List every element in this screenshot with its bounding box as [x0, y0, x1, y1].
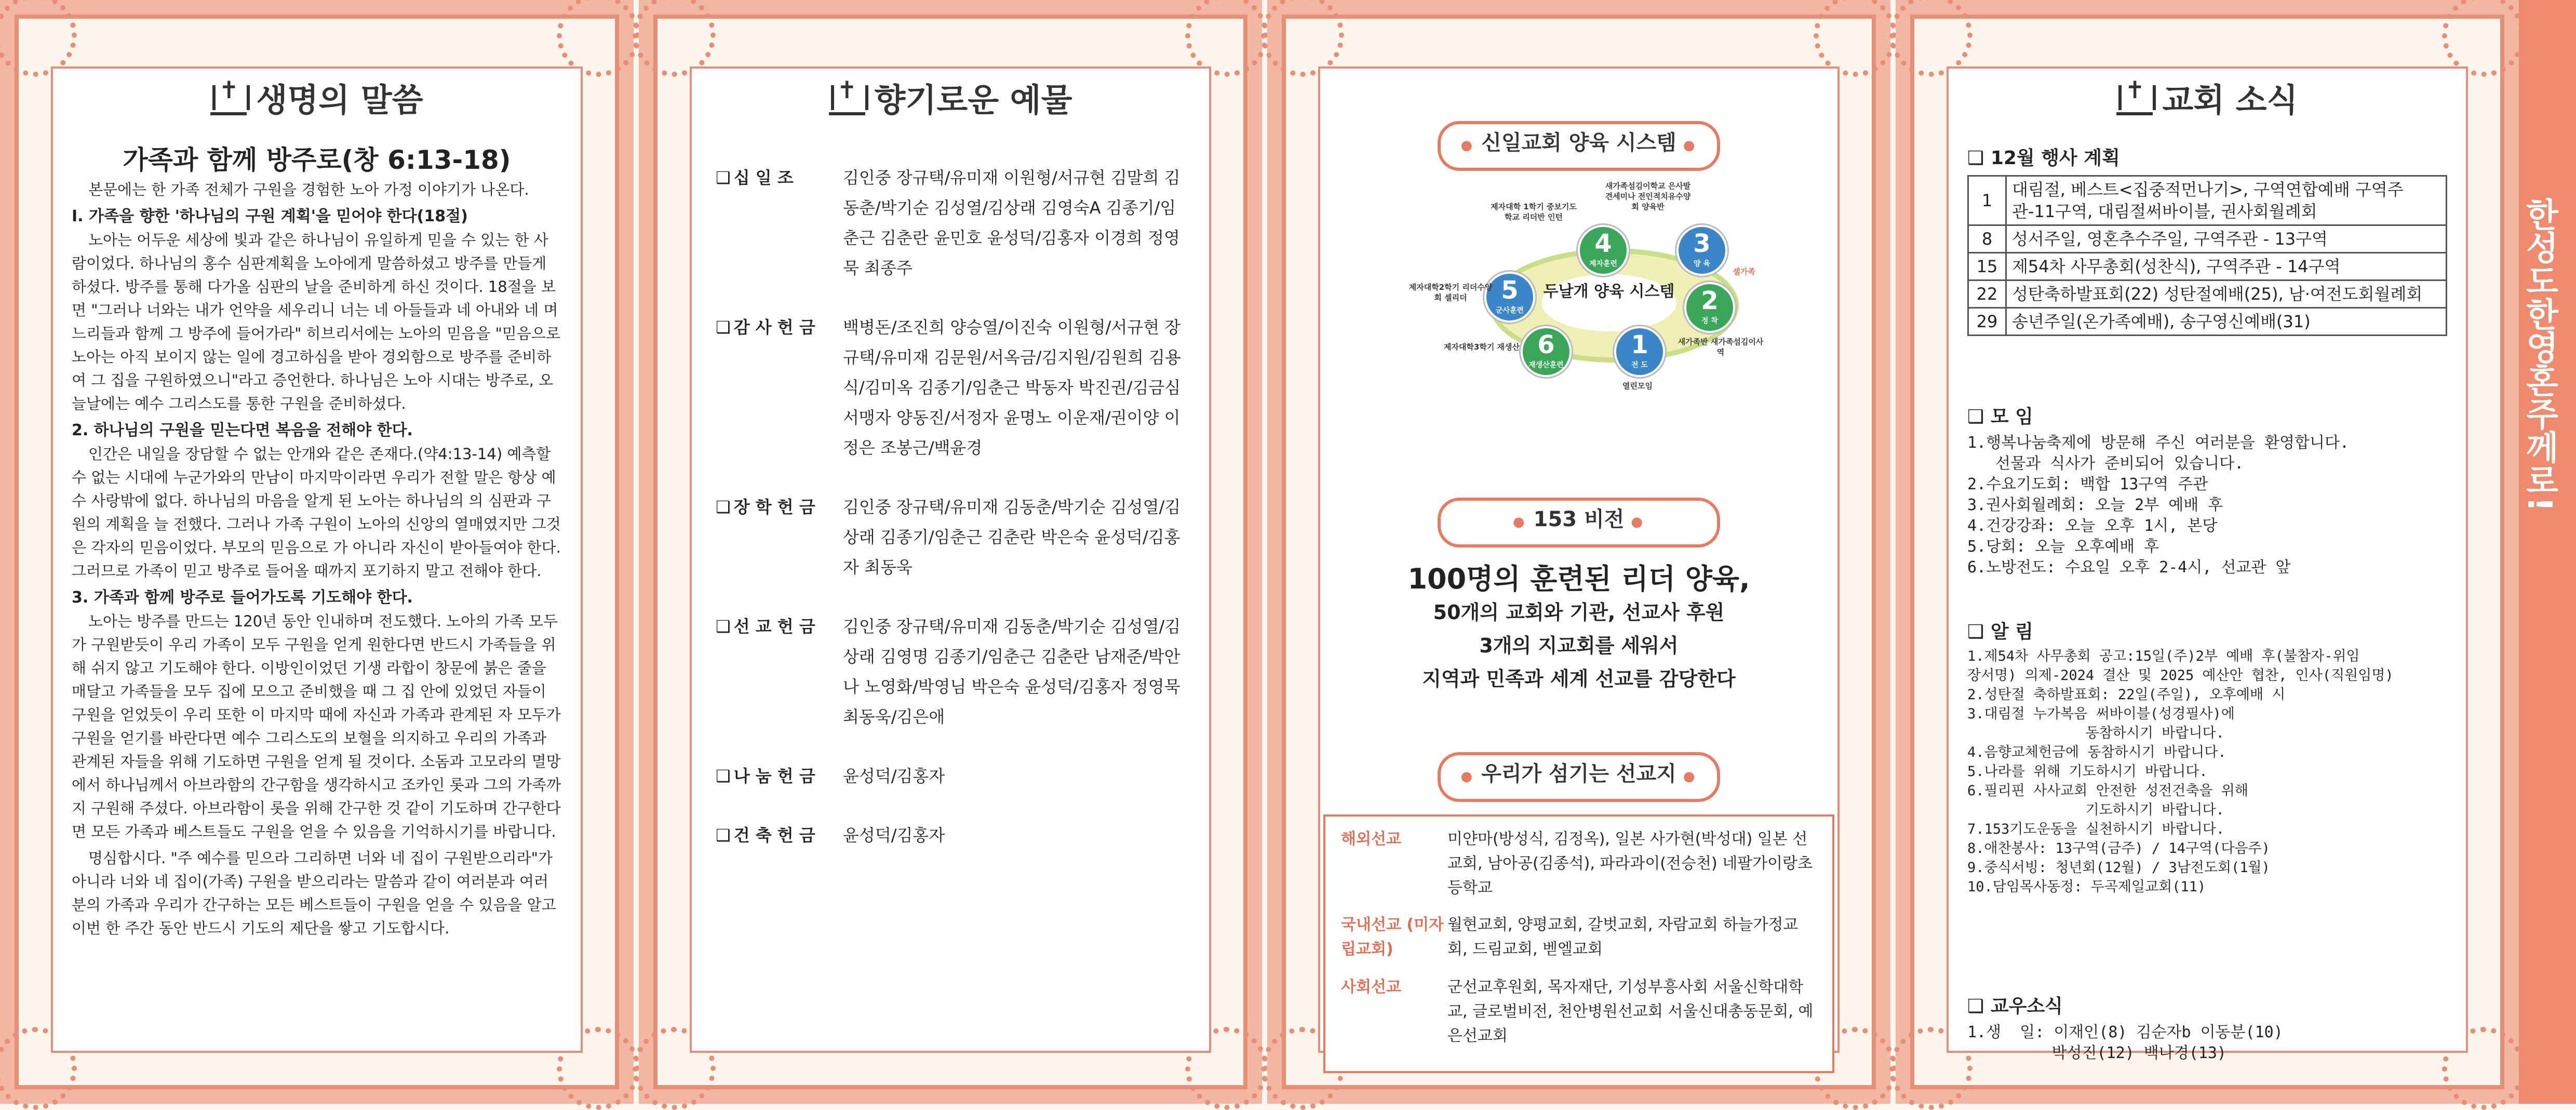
corner-ornament	[2442, 0, 2525, 77]
corner-ornament	[1814, 0, 1897, 77]
node-note: 새가족섬김이학교 은사발견세미나 전인적치유수양회 양육반	[1605, 181, 1691, 211]
notices-section	[1967, 622, 2447, 897]
notice-line: 장서명) 의제-2024 결산 및 2025 예산안 협찬, 인사(직원임명)	[1967, 667, 2394, 684]
event-day: 15	[1968, 253, 2006, 280]
side-slogan-strip	[2519, 0, 2576, 1104]
corner-ornament	[557, 0, 640, 77]
paragraph: 노아는 어두운 세상에 빛과 같은 하나님이 유일하게 믿을 수 있는 한 사람이었다. 하나님의 홍수 심판계획을 노아에게 말씀하셨고 방주를 만들게 하셨다. 방주를 통해 다가올 심판의 날을 준비하게 하신 것이다. 18절을 보면 "그러나 너와는 내가 언약을 세우리니 너는 네 아들들과 네 아내와 네 며느리들과 함께 그 방주에 들어가라" 히브리서에는 노아의 믿음을 "믿음으로 노아는 아직 보이지 않는 일에 경고하심을 받아 경외함으로 방주를 준비하여 그 집을 구원하였으니"라고 증언한다. 하나님은 노아 시대는 방주로, 오늘날에는 예수 그리스도를 통한 구원을 준비하셨다.	[72, 231, 560, 412]
event-day: 29	[1968, 308, 2006, 336]
paragraph: 노아는 방주를 만드는 120년 동안 인내하며 전도했다. 노아의 가족 모두가 구원받듯이 우리 가족이 모두 구원을 얻게 원한다면 반드시 가족들을 위해 쉬지 않고 기도해야 한다. 이방인이었던 기생 라합이 창문에 붉은 줄을 매달고 가족들을 모두 집에 모으고 준비했을 때 그 집 안에 있었던 자들이 구원을 얻었듯이 우리 또한 이 마지막 때에 자신과 가족과 관계된 자 모두가 구원을 얻기를 바란다면 예수 그리스도의 보혈을 의지하고 우리의 가족과 관계된 자들을 위해 기도하면 구원을 얻게 될 것이다. 소돔과 고모라의 멸망에서 하나님께서 아브라함의 간구함을 생각하시고 조카인 롯과 그의 가족까지 구원해 주셨다. 아브라함이 롯을 위해 간구한 것 같이 기도하며 간구한다면 모든 가족과 베스트들도 구원을 얻을 수 있음을 기억하시기를 바랍니다.	[72, 612, 561, 840]
offering-row	[716, 492, 1190, 582]
event-day: 22	[1968, 280, 2006, 308]
panel-discipleship	[1267, 0, 1890, 1104]
cycle-node: 1 전 도	[1614, 326, 1665, 377]
events-section	[1967, 147, 2447, 336]
panel-word-of-life	[0, 0, 634, 1104]
offering-label: ❑ 감 사 헌 금	[716, 312, 843, 463]
panel-church-news	[1896, 0, 2519, 1104]
side-slogan: 한성도한영혼주께로!	[2520, 197, 2558, 512]
mission-label: 사회선교	[1341, 978, 1401, 996]
member-line: 박성진(12) 백나경(13)	[1967, 1044, 2226, 1062]
mission-row	[1341, 827, 1817, 900]
notice-line: 10.담임목사동정: 두곡제일교회(11)	[1967, 879, 2206, 895]
dots-decoration: ●	[1624, 514, 1645, 530]
offering-label: ❑ 나 눔 헌 금	[716, 761, 843, 791]
node-note: 새가족반 새가족섬김이사역	[1678, 337, 1764, 357]
mission-text: 미얀마(방성식, 김정옥), 일본 사가현(박성대) 일본 선교회, 남아공(김종석), 파라과이(전승천) 네팔가이랑초등학교	[1447, 830, 1813, 897]
panel-title: ✝생명의 말씀	[15, 74, 619, 121]
meetings-section	[1967, 407, 2447, 578]
church-icon	[829, 79, 865, 115]
cycle-node: 3 양 육	[1676, 225, 1727, 276]
table-row	[1968, 280, 2447, 308]
notice-line: 2.성탄절 축하발표회: 22일(주일), 오후예배 시	[1967, 687, 2286, 703]
mission-row	[1341, 913, 1817, 961]
paragraph: 인간은 내일을 장담할 수 없는 안개와 같은 존재다.(약4:13-14) 예측할 수 없는 시대에 누군가와의 만남이 마지막이라면 우리가 전할 말은 항상 예수 사랑밖에 없다. 하나님의 마음을 알게 된 노아는 하나님의 의 심판과 구원의 계획을 늘 전했다. 그러나 가족 구원이 노아의 신앙의 열매였지만 그것은 각자의 믿음이었다. 부모의 믿음으로 가 아니라 자신이 받아들여야 한다. 그러므로 가족이 믿고 방주로 들어올 때까지 포기하지 말고 전해야 한다.	[72, 445, 561, 580]
meeting-line: 4.건강강좌: 오늘 오후 1시, 본당	[1967, 517, 2218, 535]
panel-title: ✝향기로운 예물	[653, 74, 1247, 121]
offering-row	[716, 163, 1190, 283]
offering-label: ❑ 장 학 헌 금	[716, 492, 843, 582]
vision-line: 100명의 훈련된 리더 양육,	[1407, 563, 1750, 595]
church-icon	[2116, 79, 2153, 115]
section-heading: ❑ 교우소식	[1967, 996, 2447, 1017]
notice-line: 1.제54차 사무총회 공고:15일(주)2부 예배 후(불참자-위임	[1967, 648, 2360, 664]
dots-decoration: ●	[1676, 769, 1697, 784]
cycle-node: 4 제자훈련	[1578, 225, 1629, 276]
event-text: 대림절, 베스트<집중적먼나기>, 구역연합예배 구역주관-11구역, 대림절써바이블, 권사회월례회	[2006, 176, 2447, 225]
meeting-line: 2.수요기도회: 백합 13구역 주관	[1967, 475, 2208, 493]
notice-line: 5.나라를 위해 기도하시기 바랍니다.	[1967, 764, 2208, 780]
vision-line: 50개의 교회와 기관, 선교사 후원	[1433, 601, 1725, 624]
offering-label: ❑ 건 축 헌 금	[716, 820, 843, 850]
paragraph: 명심합시다. "주 예수를 믿으라 그리하면 너와 네 집이 구원받으리라"가 아니라 너와 네 집이(가족) 구원을 받으리라는 말씀과 같이 여러분과 여러분의 가족과 우리가 간구하는 모든 베스트들이 구원을 얻을 수 있음을 알고 이번 한 주간 동안 반드시 기도의 제단을 쌓고 기도합시다.	[72, 849, 556, 937]
sermon-body	[72, 178, 562, 943]
offering-names: 윤성덕/김홍자	[843, 766, 945, 786]
side-label: 셀가족	[1733, 267, 1755, 276]
offering-names: 백병돈/조진희 양승열/이진숙 이원형/서규현 장규택/유미재 김문원/서옥금/김지원/김원희 김용식/김미옥 김종기/임춘근 박동자 박진권/김금심 서맹자 양동진/서정자 윤명노 이운재/권이양 이정은 조봉근/백윤경	[843, 317, 1181, 458]
table-row	[1968, 308, 2447, 336]
offering-label: ❑ 선 교 헌 금	[716, 611, 843, 732]
dots-decoration: ●	[1512, 514, 1534, 530]
vision-title: ● 153 비전 ●	[1438, 498, 1720, 547]
mission-box	[1323, 814, 1834, 1073]
cycle-node: 6 재생산훈련	[1521, 326, 1572, 377]
corner-ornament	[1185, 0, 1268, 77]
section-heading: ❑ 모 임	[1967, 407, 2447, 427]
section-heading: I. 가족을 향한 '하나님의 구원 계획'을 믿어야 한다(18절)	[72, 207, 468, 225]
mission-label: 해외선교	[1341, 830, 1401, 848]
sermon-title: 가족과 함께 방주로(창 6:13-18)	[123, 145, 511, 175]
offering-row	[716, 611, 1190, 732]
offering-row	[716, 761, 1190, 791]
discipleship-cycle-diagram	[1408, 181, 1764, 414]
event-day: 1	[1968, 176, 2006, 225]
section-heading: 3. 가족과 함께 방주로 들어가도록 기도해야 한다.	[72, 589, 413, 607]
node-note: 열린모임	[1622, 381, 1653, 391]
mission-row	[1341, 975, 1817, 1048]
offering-label: ❑ 십 일 조	[716, 163, 843, 283]
dots-decoration: ●	[1460, 138, 1482, 153]
system-title: ● 신일교회 양육 시스템 ●	[1438, 121, 1720, 171]
panel-offerings	[639, 0, 1262, 1104]
notice-line: 3.대림절 누가복음 써바이블(성경필사)에	[1967, 706, 2235, 722]
notice-line: 7.153기도운동을 실천하시기 바랍니다.	[1967, 821, 2225, 837]
offering-names: 김인중 장규택/유미재 김동춘/박기순 김성열/김상래 김영명 김종기/임춘근 김춘란 남재준/박안나 노영화/박영님 박은숙 윤성덕/김홍자 정영묵 최동욱/김은애	[843, 617, 1181, 727]
cycle-node: 5 군사훈련	[1484, 272, 1535, 323]
notice-line: 8.애찬봉사: 13구역(금주) / 14구역(다음주)	[1967, 840, 2270, 857]
notice-line: 동참하시기 바랍니다.	[1967, 725, 2224, 741]
cycle-node: 2 정 착	[1684, 282, 1735, 333]
node-note: 제자대학3학기 재생산	[1443, 342, 1520, 352]
corner-ornament	[0, 0, 77, 77]
event-text: 제54차 사무총회(성찬식), 구역주관 - 14구역	[2006, 253, 2447, 280]
offering-list	[716, 163, 1190, 879]
dots-decoration: ●	[1676, 138, 1697, 153]
node-note: 제자대학2학기 리더수양회 셀리더	[1408, 283, 1493, 302]
section-heading: ❑ 12월 행사 계획	[1967, 147, 2447, 170]
member-line: 1.생 일: 이재인(8) 김순자b 이동분(10)	[1967, 1023, 2283, 1041]
church-icon	[210, 79, 247, 115]
notice-line: 기도하시기 바랍니다.	[1967, 802, 2224, 818]
corner-ornament	[633, 0, 716, 77]
event-text: 성서주일, 영혼추수주일, 구역주관 - 13구역	[2006, 225, 2447, 253]
offering-names: 윤성덕/김홍자	[843, 825, 945, 845]
table-row	[1968, 176, 2447, 225]
offering-names: 김인중 장규택/유미재 김동춘/박기순 김성열/김상래 김종기/임춘근 김춘란 박은숙 윤성덕/김홍자 최동욱	[843, 497, 1181, 577]
offering-row	[716, 820, 1190, 850]
offering-row	[716, 312, 1190, 463]
mission-text: 군선교후원회, 목자재단, 기성부흥사회 서울신학대학교, 글로벌비전, 천안병원선교회 서울신대총동문회, 예은선교회	[1447, 978, 1814, 1045]
meeting-line: 3.권사회월례회: 오늘 2부 예배 후	[1967, 496, 2223, 514]
panel-title: ✝교회 소식	[1910, 74, 2504, 121]
notice-line: 4.음향교체헌금에 동참하시기 바랍니다.	[1967, 744, 2226, 760]
meeting-line: 1.행복나눔축제에 방문해 주신 여러분을 환영합니다.	[1967, 434, 2350, 452]
vision-line: 지역과 민족과 세계 선교를 감당한다	[1422, 667, 1736, 690]
section-heading: 2. 하나님의 구원을 믿는다면 복음을 전해야 한다.	[72, 421, 413, 439]
vision-statement	[1360, 563, 1798, 696]
members-section	[1967, 996, 2447, 1064]
offering-names: 김인중 장규택/유미재 이원형/서규현 김말희 김동춘/박기순 김성열/김상래 김영숙A 김종기/임춘근 김춘란 윤민호 윤성덕/김홍자 이경희 정영묵 최종주	[843, 168, 1180, 278]
mission-title: ● 우리가 섬기는 선교지 ●	[1438, 752, 1720, 802]
dots-decoration: ●	[1460, 769, 1482, 784]
events-table	[1967, 175, 2447, 336]
cycle-center-label: 두날개 양육 시스템	[1541, 274, 1676, 331]
notice-line: 9.중식서빙: 청년회(12월) / 3남전도회(1월)	[1967, 860, 2270, 876]
table-row	[1968, 225, 2447, 253]
meeting-line: 5.당회: 오늘 오후예배 후	[1967, 538, 2159, 556]
mission-label: 국내선교 (미자립교회)	[1341, 916, 1444, 958]
section-heading: ❑ 알 림	[1967, 622, 2447, 641]
meeting-line: 선물과 식사가 준비되어 있습니다.	[1967, 454, 2244, 473]
event-text: 성탄축하발표회(22) 성탄절예배(25), 남·여전도회월례회	[2006, 280, 2447, 308]
vision-line: 3개의 지교회를 세워서	[1479, 634, 1679, 657]
table-row	[1968, 253, 2447, 280]
event-text: 송년주일(온가족예배), 송구영신예배(31)	[2006, 308, 2447, 336]
event-day: 8	[1968, 225, 2006, 253]
corner-ornament	[1889, 0, 1973, 77]
corner-ornament	[1261, 0, 1344, 77]
mission-text: 월현교회, 양평교회, 갈벗교회, 자람교회 하늘가정교회, 드림교회, 벧엘교회	[1447, 916, 1799, 958]
meeting-line: 6.노방전도: 수요일 오후 2-4시, 선교관 앞	[1967, 558, 2291, 577]
node-note: 제자대학 1학기 중보기도학교 리더반 인턴	[1491, 202, 1577, 222]
paragraph: 본문에는 한 가족 전체가 구원을 경험한 노아 가정 이야기가 나온다.	[88, 181, 529, 198]
notice-line: 6.필리핀 사사교회 안전한 성전건축을 위해	[1967, 783, 2248, 799]
